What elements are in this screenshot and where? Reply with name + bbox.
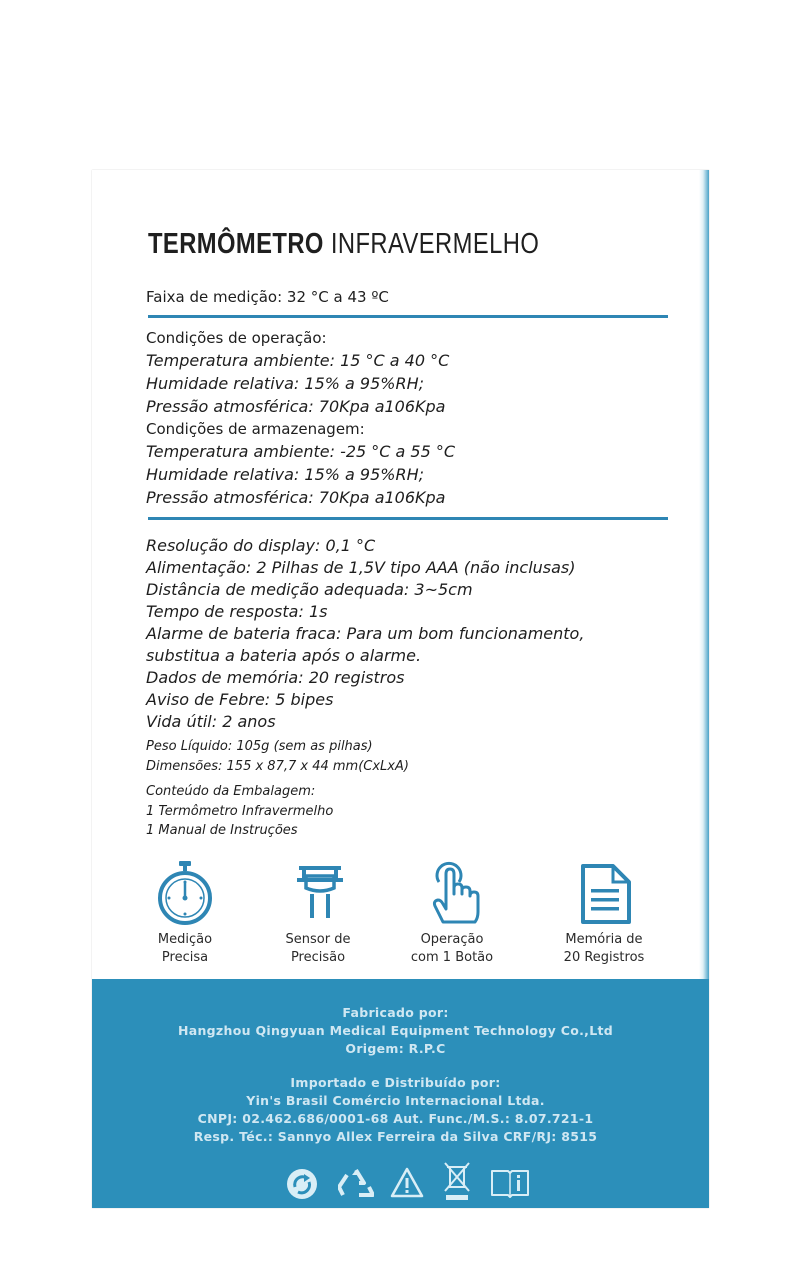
feature-line: Precisa (161, 950, 209, 965)
importer: Yin's Brasil Comércio Internacional Ltda. (246, 1093, 545, 1108)
package-heading: Conteúdo da Embalagem: (146, 784, 316, 799)
spec-line: Dados de memória: 20 registros (146, 668, 405, 687)
feature-line: com 1 Botão (410, 950, 494, 965)
feature-line: 20 Registros (563, 950, 645, 965)
feature-line: Memória de (565, 932, 643, 947)
weee-bin-icon (442, 1161, 472, 1201)
dimensions: Dimensões: 155 x 87,7 x 44 mm(CxLxA) (146, 759, 409, 774)
measurement-range: Faixa de medição: 32 °C a 43 ºC (146, 288, 389, 306)
spec-line: Resolução do display: 0,1 °C (146, 536, 376, 555)
document-icon (580, 863, 632, 925)
manufacturer: Hangzhou Qingyuan Medical Equipment Technology Co.,Ltd (177, 1023, 614, 1038)
origin: Origem: R.P.C (345, 1041, 446, 1056)
manual-icon (490, 1167, 530, 1199)
weight: Peso Líquido: 105g (sem as pilhas) (146, 739, 373, 754)
feature-line: Medição (157, 932, 213, 947)
feature-label-one-button (392, 931, 512, 967)
storage-heading: Condições de armazenagem: (146, 420, 365, 438)
imported-label: Importado e Distribuído por: (290, 1075, 501, 1090)
manufactured-label: Fabricado por: (342, 1005, 449, 1020)
feature-label-memory (544, 931, 664, 967)
spec-line: substitua a bateria após o alarme. (146, 646, 422, 665)
product-box-panel (92, 170, 709, 1208)
operation-humidity: Humidade relativa: 15% a 95%RH; (146, 374, 425, 393)
product-title (148, 228, 539, 261)
feature-line: Operação (420, 932, 484, 947)
operation-pressure: Pressão atmosférica: 70Kpa a106Kpa (146, 397, 446, 416)
storage-pressure: Pressão atmosférica: 70Kpa a106Kpa (146, 488, 446, 507)
storage-humidity: Humidade relativa: 15% a 95%RH; (146, 465, 425, 484)
title-bold: TERMÔMETRO (148, 228, 324, 260)
storage-temperature: Temperatura ambiente: -25 °C a 55 °C (146, 442, 456, 461)
operation-heading: Condições de operação: (146, 329, 327, 347)
spec-line: Aviso de Febre: 5 bipes (146, 690, 334, 709)
feature-line: Sensor de (285, 932, 351, 947)
title-light: INFRAVERMELHO (330, 228, 540, 260)
spec-line: Alimentação: 2 Pilhas de 1,5V tipo AAA (não inclusas) (146, 558, 576, 577)
footer-band (92, 979, 709, 1208)
feature-label-precise-measurement (125, 931, 245, 967)
sensor-icon (296, 864, 344, 924)
operation-temperature: Temperatura ambiente: 15 °C a 40 °C (146, 351, 450, 370)
warning-icon (390, 1167, 424, 1199)
spec-line: Alarme de bateria fraca: Para um bom funcionamento, (146, 624, 585, 643)
recycle-triangle-icon (338, 1167, 374, 1201)
package-item: 1 Manual de Instruções (146, 823, 298, 838)
feature-label-precision-sensor (258, 931, 378, 967)
responsible-technician: Resp. Téc.: Sannyo Allex Ferreira da Silva CRF/RJ: 8515 (193, 1129, 598, 1144)
cnpj: CNPJ: 02.462.686/0001-68 Aut. Func./M.S.: 8.07.721-1 (197, 1111, 594, 1126)
feature-line: Precisão (290, 950, 346, 965)
spec-line: Vida útil: 2 anos (146, 712, 276, 731)
spec-line: Tempo de resposta: 1s (146, 602, 328, 621)
stopwatch-icon (155, 860, 215, 926)
spec-line: Distância de medição adequada: 3~5cm (146, 580, 473, 599)
package-item: 1 Termômetro Infravermelho (146, 804, 334, 819)
touch-hand-icon (429, 860, 485, 928)
recycle-circle-icon (285, 1167, 319, 1201)
divider-1 (148, 315, 668, 318)
divider-2 (148, 517, 668, 520)
